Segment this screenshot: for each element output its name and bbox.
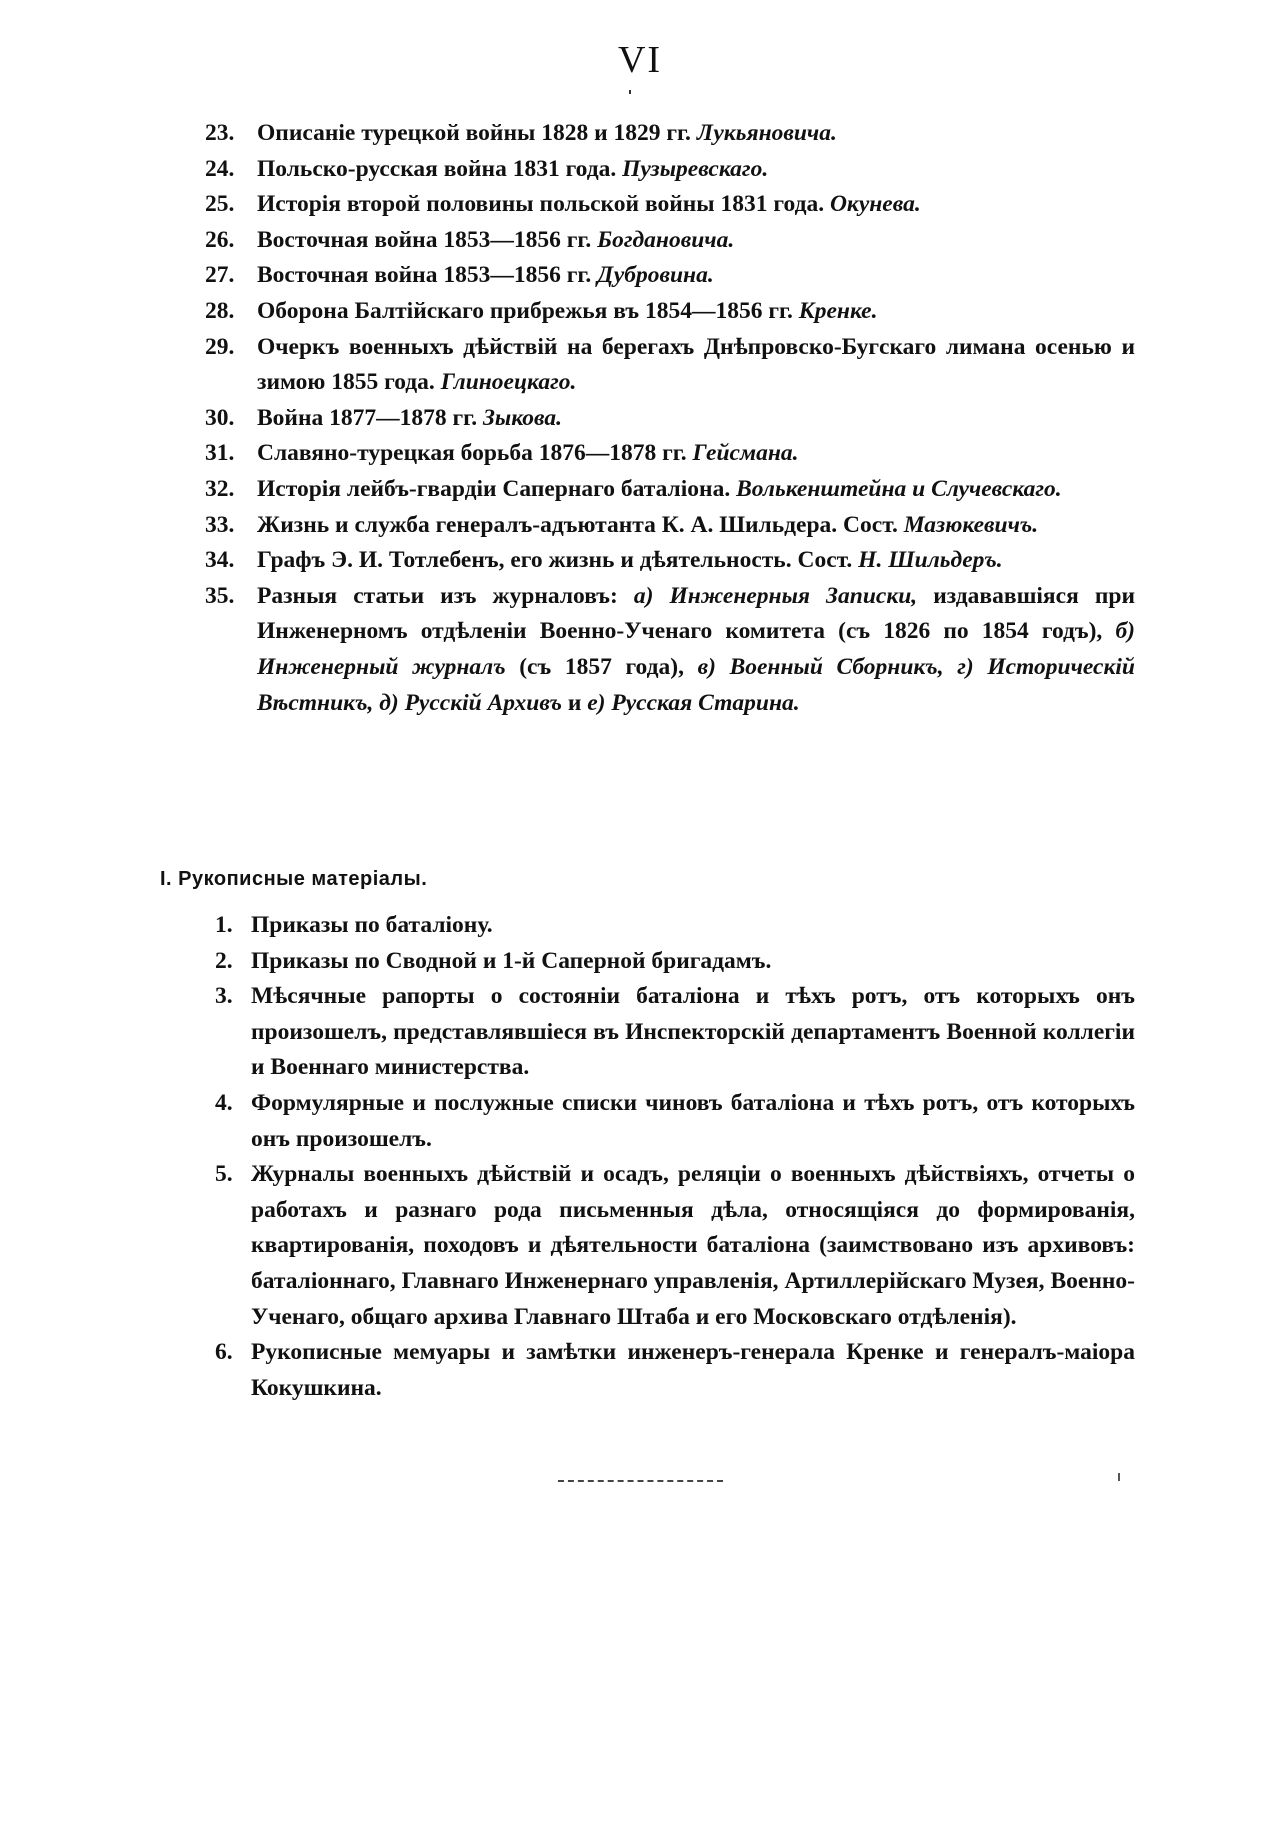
item-author: Лукьяновича. — [696, 120, 837, 146]
list-item — [205, 543, 1135, 579]
list-item — [215, 908, 1135, 944]
item-title: Оборона Балтійскаго прибрежья въ 1854—1856 гг. — [257, 297, 799, 324]
item-text: Журналы военныхъ дѣйствій и осадъ, реляціи о военныхъ дѣйствіяхъ, отчеты о работахъ и разнаго рода письменныя дѣла, относящіяся до формированія, квартированія, походовъ и дѣятельности баталіона (заимствовано изъ архивовъ: баталіоннаго, Главнаго Инженернаго управленія, Артиллерійскаго Музея, Военно-Ученаго, общаго архива Главнаго Штаба и его Московскаго отдѣленія). — [251, 1161, 1135, 1330]
item-number: 31. — [205, 440, 235, 467]
print-speck — [1118, 1473, 1120, 1481]
list-item — [215, 1335, 1135, 1406]
item-number: 4. — [215, 1089, 233, 1116]
item-number: 5. — [215, 1161, 233, 1188]
item-number: 25. — [205, 191, 235, 218]
item-number: 6. — [215, 1339, 233, 1366]
printed-works-list — [205, 116, 1135, 721]
item-title: Описаніе турецкой войны 1828 и 1829 гг. — [257, 120, 697, 146]
item-title: Исторія второй половины польской войны 1831 года. — [257, 191, 830, 218]
item-text: издававшіяся при Инженерномъ отдѣленіи Военно-Ученаго комитета (съ 1826 по 1854 годъ), — [257, 582, 1135, 645]
item-number: 23. — [205, 120, 235, 146]
item-author: Дубровина. — [597, 262, 714, 289]
list-item — [205, 294, 1135, 330]
item-number: 30. — [205, 404, 235, 431]
item-author: Кренке. — [798, 297, 878, 324]
item-text: Мѣсячные рапорты о состояніи баталіона и тѣхъ ротъ, отъ которыхъ онъ произошелъ, представлявшіеся въ Инспекторскій департаментъ Военной коллегіи и Военнаго министерства. — [251, 983, 1135, 1081]
item-title: Очеркъ военныхъ дѣйствій на берегахъ Днѣпровско-Бугскаго лимана осенью и зимою 1855 года. — [257, 333, 1135, 396]
item-number: 1. — [215, 912, 233, 938]
item-number: 29. — [205, 333, 235, 360]
item-title: Славяно-турецкая борьба 1876—1878 гг. — [257, 440, 693, 467]
item-number: 34. — [205, 547, 235, 574]
list-item — [215, 979, 1135, 1086]
list-item — [205, 579, 1135, 721]
list-item — [215, 1157, 1135, 1335]
item-number: 33. — [205, 511, 235, 538]
item-author: Гейсмана. — [692, 440, 799, 467]
end-rule — [558, 1480, 723, 1482]
item-title: Польско-русская война 1831 года. — [257, 155, 623, 182]
item-title: Жизнь и служба генералъ-адъютанта К. А. Шильдера. Сост. — [257, 511, 904, 538]
manuscripts-list — [215, 908, 1135, 1406]
list-item — [205, 508, 1135, 544]
item-number: 35. — [205, 582, 235, 609]
item-text: Приказы по Сводной и 1-й Саперной бригадамъ. — [251, 947, 772, 974]
item-number: 24. — [205, 155, 235, 182]
item-text: Рукописные мемуары и замѣтки инженеръ-генерала Кренке и генералъ-маіора Кокушкина. — [251, 1339, 1135, 1401]
list-item — [215, 944, 1135, 980]
item-author: Зыкова. — [482, 404, 562, 431]
item-author: Глиноецкаго. — [440, 369, 577, 396]
item-text: Формулярные и послужные списки чиновъ баталіона и тѣхъ ротъ, отъ которыхъ онъ произошелъ. — [251, 1089, 1135, 1152]
list-item — [205, 401, 1135, 437]
item-author: Пузыревскаго. — [622, 155, 769, 182]
item-text: Приказы по баталіону. — [251, 912, 493, 938]
list-item — [205, 472, 1135, 508]
list-item — [205, 223, 1135, 259]
item-title: Восточная война 1853—1856 гг. — [257, 226, 598, 253]
list-item — [205, 187, 1135, 223]
item-author: Окунева. — [829, 191, 921, 218]
item-number: 32. — [205, 475, 235, 502]
item-text: и — [561, 689, 588, 716]
list-item — [205, 436, 1135, 472]
journal-title: а) Инженерныя Записки, — [633, 582, 918, 609]
item-text: Разныя статьи изъ журналовъ: — [257, 582, 634, 609]
journal-title: в) Военный Сборникъ, г) Историческій Вѣстникъ, д) Русскій Архивъ — [257, 653, 1135, 716]
journal-title: е) Русская Старина. — [587, 689, 800, 716]
item-author: Мазюкевичъ. — [903, 511, 1039, 538]
list-item — [205, 330, 1135, 401]
item-number: 27. — [205, 262, 235, 289]
item-text: (съ 1857 года), — [505, 653, 698, 680]
item-number: 26. — [205, 226, 235, 253]
print-speck — [629, 90, 631, 94]
item-title: Графъ Э. И. Тотлебенъ, его жизнь и дѣятельность. Сост. — [257, 547, 859, 574]
list-item — [205, 258, 1135, 294]
section-heading: I. Рукописные матеріалы. — [160, 868, 428, 890]
item-title: Исторія лейбъ-гвардіи Сапернаго баталіона. — [257, 475, 737, 502]
item-author: Волькенштейна и Случевскаго. — [736, 475, 1062, 502]
item-title: Восточная война 1853—1856 гг. — [257, 262, 598, 289]
list-item — [205, 116, 1135, 152]
page-number: VI — [617, 39, 663, 81]
item-author: Н. Шильдеръ. — [858, 547, 1003, 574]
item-number: 2. — [215, 947, 233, 974]
item-number: 28. — [205, 297, 235, 324]
list-item — [215, 1086, 1135, 1157]
item-number: 3. — [215, 983, 233, 1010]
item-author: Богдановича. — [597, 226, 735, 253]
journal-title: б) Инженерный журналъ — [257, 618, 1135, 680]
item-title: Война 1877—1878 гг. — [257, 404, 483, 431]
list-item — [205, 152, 1135, 188]
